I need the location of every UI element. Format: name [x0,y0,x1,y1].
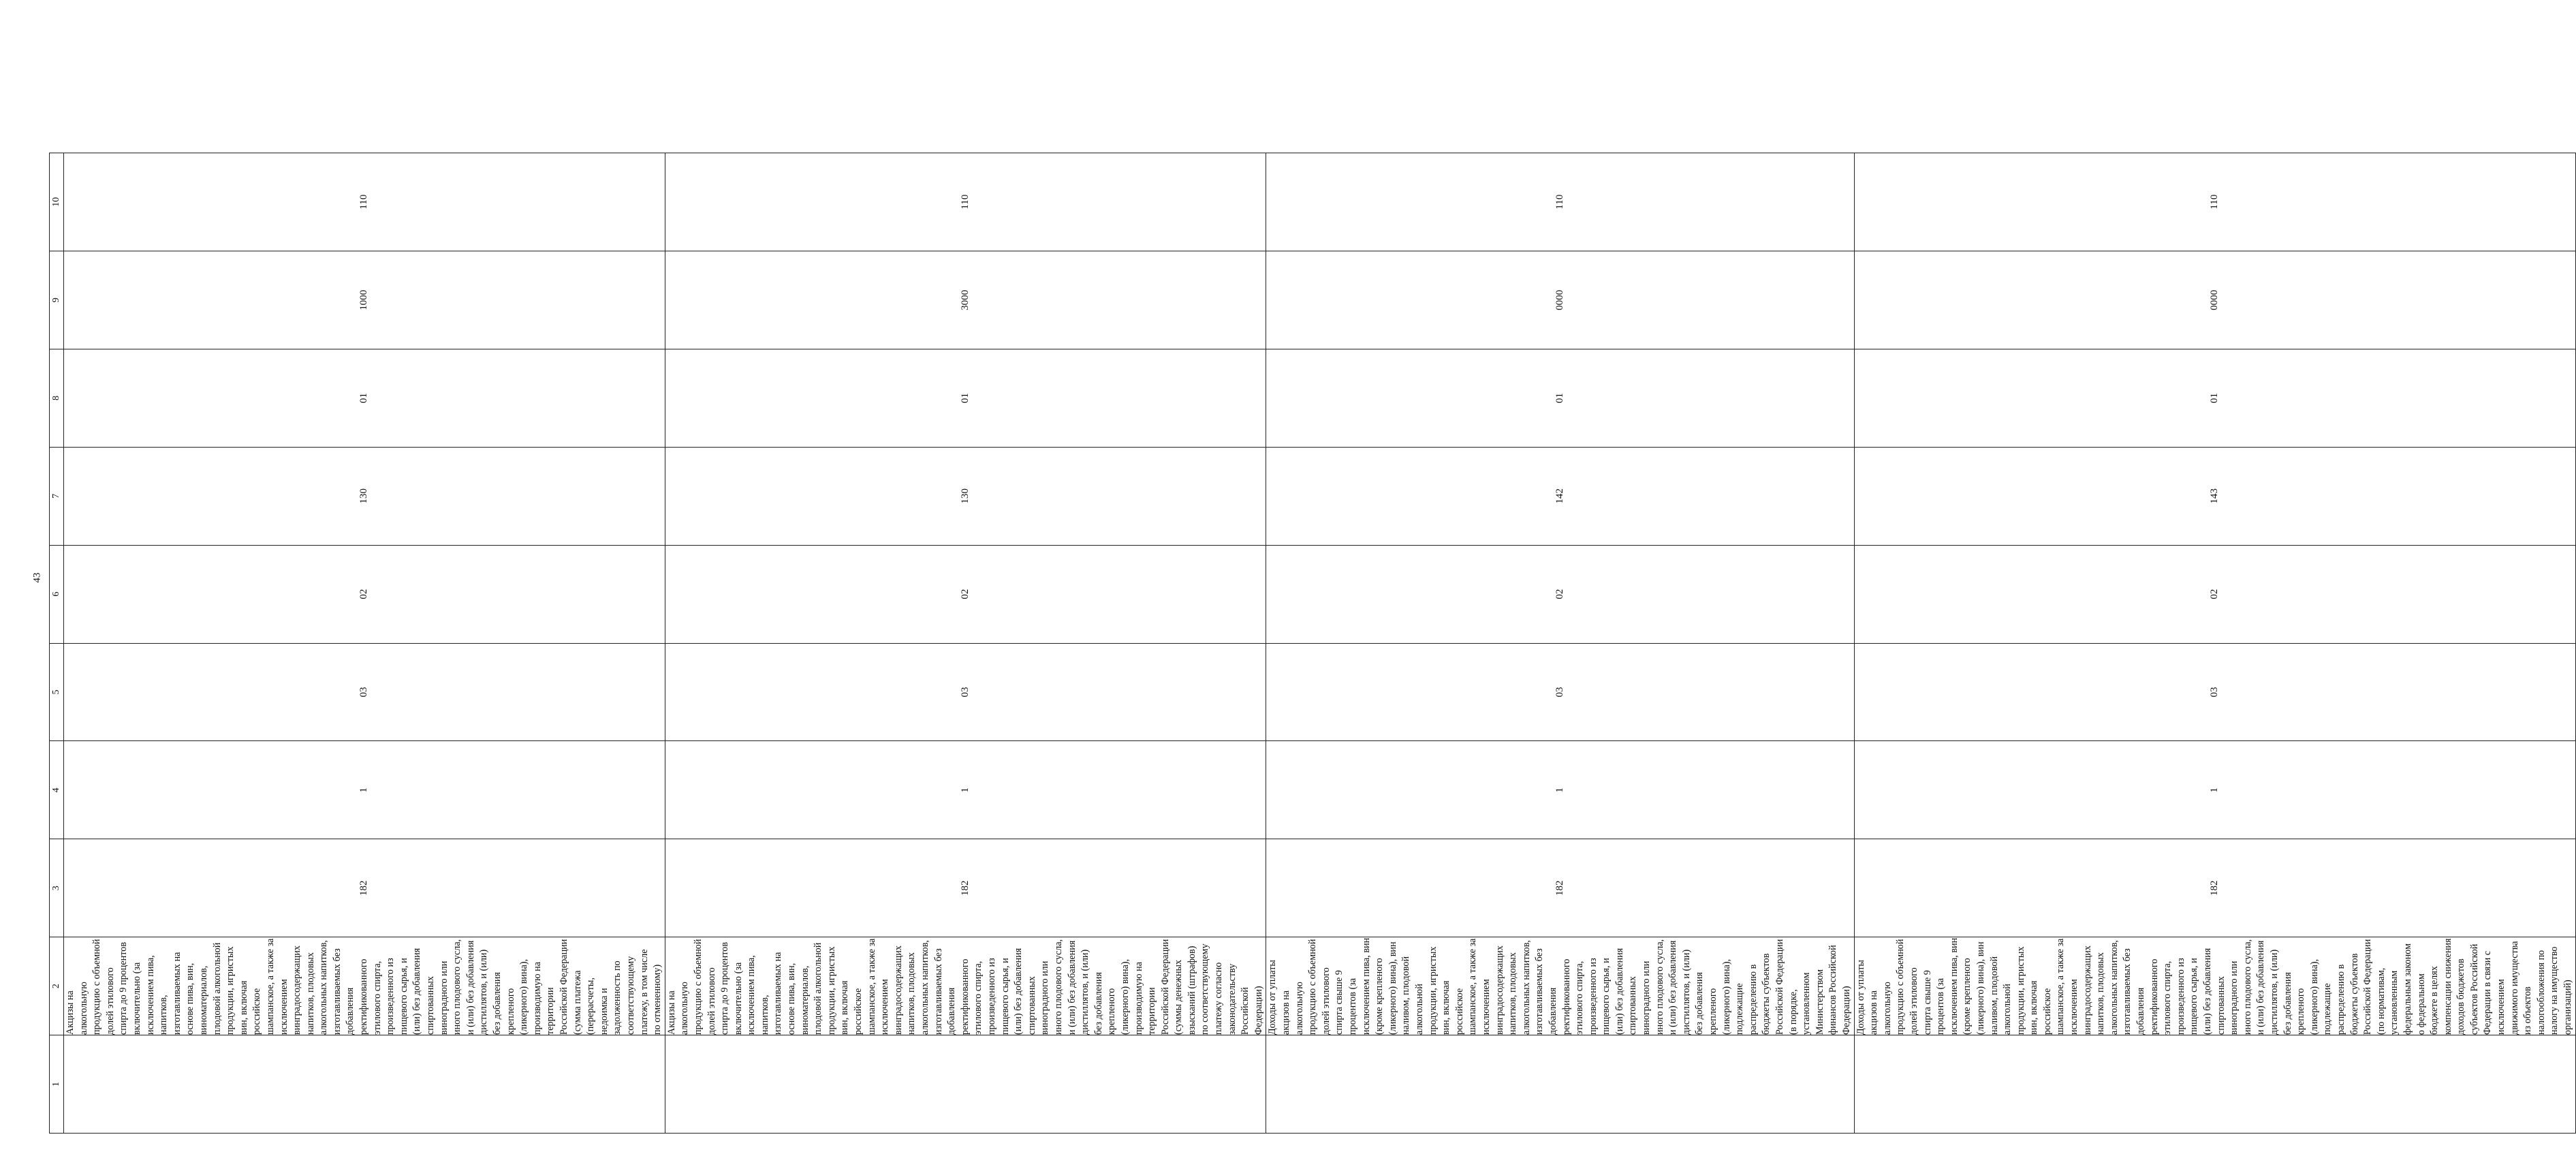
cell-col-6: 02 [1266,545,1854,643]
cell-col-6: 02 [64,545,665,643]
cell-col-1 [64,1035,665,1134]
cell-col-10: 110 [64,153,665,251]
table-row [1854,153,2575,1134]
cell-col-10: 110 [1266,153,1854,251]
cell-col-1 [1266,1035,1854,1134]
header-col-2: 2 [50,937,64,1035]
budget-code-table [49,153,2576,1134]
cell-col-6: 02 [665,545,1266,643]
cell-col-4: 1 [665,741,1266,839]
cell-col-9: 0000 [1854,251,2575,349]
header-col-5: 5 [50,643,64,741]
cell-col-3: 182 [1854,839,2575,937]
cell-col-9: 0000 [1266,251,1854,349]
cell-col-8: 01 [64,349,665,447]
cell-col-8: 01 [1266,349,1854,447]
cell-col-3: 182 [1266,839,1854,937]
cell-col-1 [1854,1035,2575,1134]
cell-col-7: 130 [665,447,1266,545]
cell-col-5: 03 [64,643,665,741]
header-col-3: 3 [50,839,64,937]
cell-col-7: 130 [64,447,665,545]
cell-col-5: 03 [1854,643,2575,741]
cell-col-3: 182 [665,839,1266,937]
cell-col-4: 1 [1266,741,1854,839]
cell-col-10: 110 [1854,153,2575,251]
cell-description: Акцизы на алкогольную продукцию с объемной долей этилового спирта до 9 процентов включительно (за исключением пива, напитков, изготавливаемых на основе пива, вин, виноматериалов, плодовой алкогольной продукции, игристых вин, включая российское шампанское, а также за исключением винградосодержащих напитков, плодовых алкогольных напитков, изготавливаемых без добавления ректификованного этилового спирта, произведенного из пищевого сырья, и (или) без добавления спиртованных виноградного или иного плодового сусла, и (или) без добавления дистиллятов, и (или) без добавления крепленого (ликерного) вина), производимую на территории Российской Федерации (суммы денежных взысканий (штрафов) по соответствующему платежу согласно законодательству Российской Федерации) [665,937,1266,1035]
header-col-9: 9 [50,251,64,349]
cell-col-8: 01 [665,349,1266,447]
cell-description: Доходы от уплаты акцизов на алкогольную продукцию с объемной долей этилового спирта свыше 9 процентов (за исключением пива, вин (кроме крепленого (ликерного) вина), вин наливом, плодовой алкогольной продукции, игристых вин, включая российское шампанское, а также за исключением винградосодержащих напитков, плодовых алкогольных напитков, изготавливаемых без добавления ректификованного этилового спирта, произведенного из пищевого сырья, и (или) без добавления спиртованных виноградного или иного плодового сусла, и (или) без добавления дистиллятов, и (или) без добавления крепленого (ликерного) вина), подлежащие распределению в бюджеты субъектов Российской Федерации (в порядке, установленном Министерством финансов Российской Федерации) [1266,937,1854,1035]
cell-description: Акцизы на алкогольную продукцию с объемной долей этилового спирта до 9 процентов включительно (за исключением пива, напитков, изготавливаемых на основе пива, вин, виноматериалов, плодовой алкогольной продукции, игристых вин, включая российское шампанское, а также за исключением винградосодержащих напитков, плодовых алкогольных напитков, изготавливаемых без добавления ректификованного этилового спирта, произведенного из пищевого сырья, и (или) без добавления спиртованных виноградного или иного плодового сусла, и (или) без добавления дистиллятов, и (или) без добавления крепленого (ликерного) вина), производимую на территории Российской Федерации (сумма платежа (перерасчеты, недоимка и задолженность по соответствующему платежу, в том числе по отмененному) [64,937,665,1035]
header-col-6: 6 [50,545,64,643]
table-row [1266,153,1854,1134]
cell-col-3: 182 [64,839,665,937]
cell-col-5: 03 [665,643,1266,741]
rotated-table-frame [49,153,2574,1134]
header-row [50,153,64,1134]
cell-col-1 [665,1035,1266,1134]
header-col-10: 10 [50,153,64,251]
header-col-8: 8 [50,349,64,447]
table-row [665,153,1266,1134]
cell-col-9: 1000 [64,251,665,349]
header-col-7: 7 [50,447,64,545]
cell-col-5: 03 [1266,643,1854,741]
cell-col-8: 01 [1854,349,2575,447]
cell-col-4: 1 [64,741,665,839]
table-row [64,153,665,1134]
cell-col-6: 02 [1854,545,2575,643]
page-number: 43 [31,572,43,583]
cell-col-7: 143 [1854,447,2575,545]
header-col-4: 4 [50,741,64,839]
cell-description: Доходы от уплаты акцизов на алкогольную продукцию с объемной долей этилового спирта свыше 9 процентов (за исключением пива, вин (кроме крепленого (ликерного) вина), вин наливом, плодовой алкогольной продукции, игристых вин, включая российское шампанское, а также за исключением винградосодержащих напитков, плодовых алкогольных напитков, изготавливаемых без добавления ректификованного этилового спирта, произведенного из пищевого сырья, и (или) без добавления спиртованных виноградного или иного плодового сусла, и (или) без добавления дистиллятов, и (или) без добавления крепленого (ликерного) вина), подлежащие распределению в бюджеты субъектов Российской Федерации (по нормативам, установленным федеральным законом о федеральном бюджете в целях компенсации снижения доходов бюджетов субъектов Российской Федерации в связи с исключением движимого имущества из объектов налогообложения по налогу на имущество организаций) [1854,937,2575,1035]
cell-col-4: 1 [1854,741,2575,839]
cell-col-10: 110 [665,153,1266,251]
cell-col-9: 3000 [665,251,1266,349]
header-col-1: 1 [50,1035,64,1134]
cell-col-7: 142 [1266,447,1854,545]
